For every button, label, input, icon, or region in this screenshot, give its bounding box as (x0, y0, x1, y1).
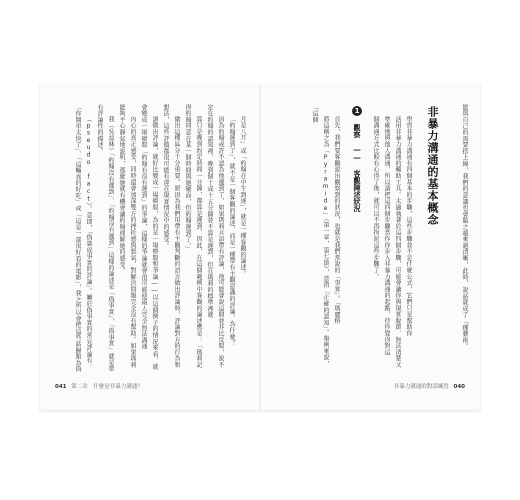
intro-body (372, 104, 414, 374)
right-page-footer (394, 382, 468, 390)
right-page (260, 84, 480, 410)
subheading-label: 觀察 (353, 124, 361, 138)
paragraph: 我（吳益林）「約翰沒有遲到」、「約翰沒有遲到」這樣的論述是「偽事實」，「偽事實」就是帶有評論性的描述。 (96, 104, 114, 372)
paragraph: 因為約翰或許不認為他遲到了，如果瑪莉言語帶有評論，他可能會說這個並非比反駁，說不定在約翰的認知裡，晚到個十或十五分鐘並不算是遲到，但在瑪莉的標準裡就 (206, 104, 224, 368)
paragraph: 「約翰遲到了」，就不是一個客觀的論述，而是一種帶有主觀意識的評論。為什麼？ (228, 116, 235, 347)
paragraph: 做出這種區分十分重要。原因為我們用帶有主觀判斷的語言做出評論時，評論對方的行為和想法，這些評價都很可能有違在現實情況中的感受。 (162, 104, 180, 368)
continuation-text: 能與自己的需要搭上線，我們的意識也會隨之越來越清晰，此時，說話就成了「種藝術。 (461, 104, 468, 350)
subheading (348, 106, 362, 246)
left-page (40, 84, 260, 410)
paragraph: （pseudo fact）。意即，「偽裝成事實的評論」。屬於偽事實的常見評論有：「你開車太快了」、「這輛真的好吃」或「這是一部很好看的電影」，我之所以會把這些話歸類為偽 (74, 104, 92, 373)
running-header: 非暴力溝通的對話練習 (393, 384, 449, 390)
left-page-body (50, 104, 248, 374)
paragraph: 學習非暴力溝通有四個基本的步驟，這些步驟並不是什麼公式，它們只是幫助你 (405, 116, 412, 337)
paragraph: 將這稱之為「Pyramide」（第一章，第七節），意指「正確的認知」。舉例來說，「這個 (311, 104, 329, 367)
running-header: 第二章 什麼是非暴力溝通？ (71, 384, 143, 390)
paragraph: 個溝通方式比較有心得了後，就可以不再拘泥這些步驟了。 (372, 116, 379, 280)
subheading-title: 客觀陳述狀況 (353, 170, 361, 212)
paragraph: 準確地與他人溝通，所以請把這四個步驟當作你步入非暴力溝通的起點，待你覺得對這 (383, 116, 390, 356)
step-number-badge: 1 (353, 107, 361, 115)
book-spread (40, 84, 480, 410)
paragraph: 算只是晚到約定時間一分鐘，都算是遲到。因此，在這個範例中客觀的論述應是：「瑪莉記得約翰同意在某一個時間與她碰面，但約翰遲到了。」 (184, 104, 202, 368)
subheading-dash: ―― (353, 146, 361, 162)
paragraph: 月是八月」或「約翰在中午到達」，就是一種客觀的論述。 (239, 116, 246, 277)
section-heading: 非暴力溝通的基本概念 (426, 106, 439, 226)
page-number: 040 (453, 384, 465, 390)
section-body (264, 104, 342, 374)
paragraph: 活用非暴力溝通的輔助工具。太過執著於這四個步驟，可能會讓你與現實脫節、無法清楚又 (394, 116, 401, 368)
paragraph: 謂做出評論，就好比變成一場辯駁，為的是一場辯駁和爭論――以這個例子的情況來看，就會變成一場辯駁「約翰有沒有遲到」的爭論，這樣的爭論就會很可能使兩人完全無法溝通 (140, 104, 158, 370)
paragraph: 內心的真正感受，同時還會加深雙方的挫折感與怒氣，對解決問題完全沒有幫助。如果瑪莉能夠平心靜氣地說明，那麼她就有機會讓約翰理解她的感受。 (118, 104, 136, 368)
page-number: 041 (55, 384, 67, 390)
paragraph: 首先，我們要客觀說出觀察到的狀況，也就是我們常說的「事實」。「瑪麗格 (333, 116, 340, 325)
left-page-footer (52, 382, 143, 390)
